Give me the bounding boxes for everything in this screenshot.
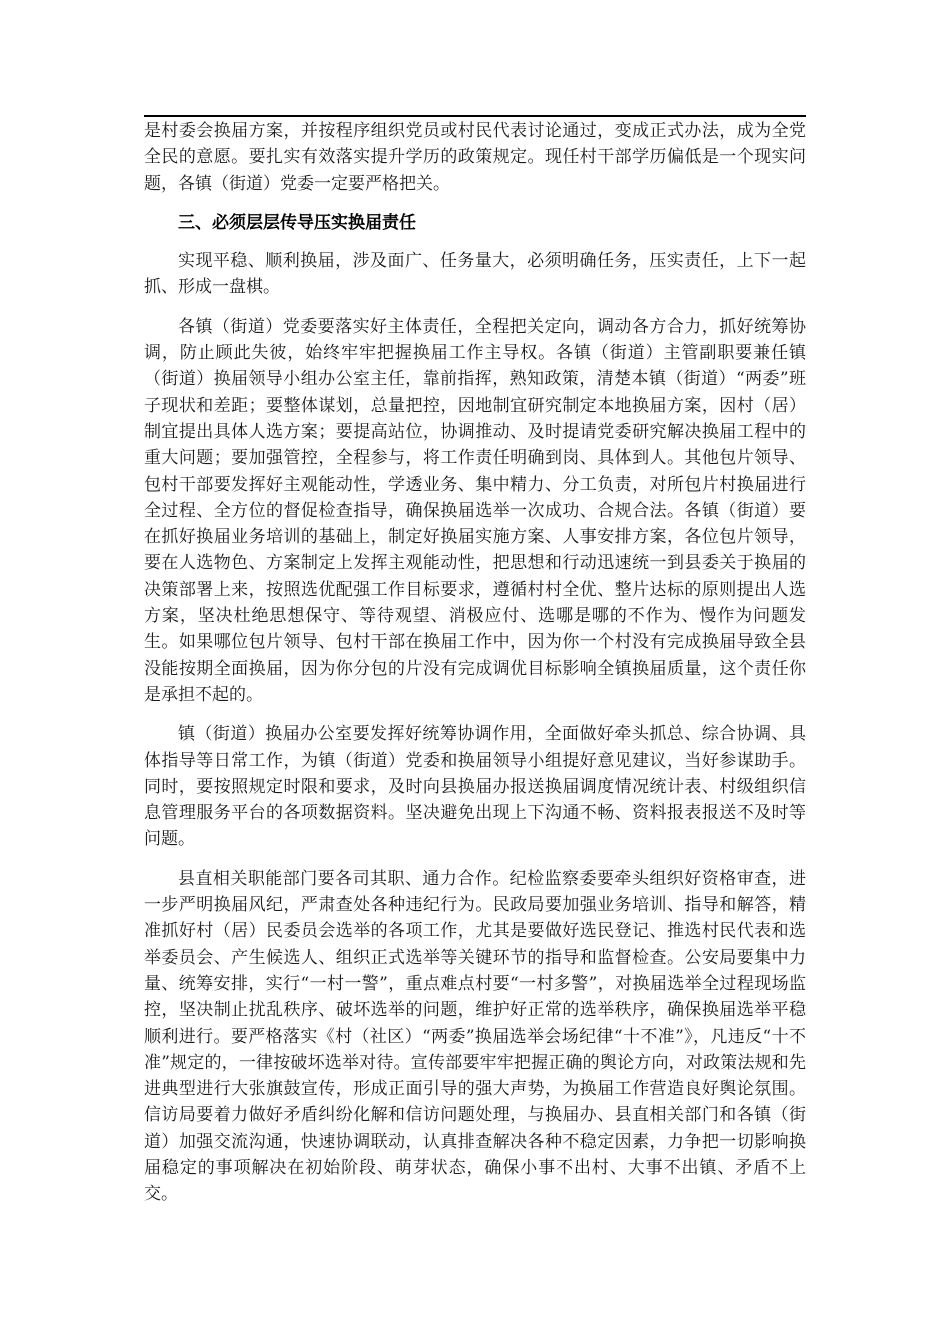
header-rule — [144, 115, 806, 117]
body-paragraph-2: 各镇（街道）党委要落实好主体责任，全程把关定向，调动各方合力，抓好统筹协调，防止顾此失彼，始终牢牢把握换届工作主导权。各镇（街道）主管副职要兼任镇（街道）换届领导小组办公室主任，靠前指挥，熟知政策，清楚本镇（街道）“两委”班子现状和差距；要整体谋划，总量把控，因地制宜研究制定本地换届方案，因村（居）制宜提出具体人选方案；要提高站位，协调推动、及时提请党委研究解决换届工程中的重大问题；要加强管控，全程参与，将工作责任明确到岗、具体到人。其他包片领导、包村干部要发挥好主观能动性，学透业务、集中精力、分工负责，对所包片村换届进行全过程、全方位的督促检查指导，确保换届选举一次成功、合规合法。各镇（街道）要在抓好换届业务培训的基础上，制定好换届实施方案、人事安排方案，各位包片领导，要在人选物色、方案制定上发挥主观能动性，把思想和行动迅速统一到县委关于换届的决策部署上来，按照选优配强工作目标要求，遵循村村全优、整片达标的原则提出人选方案，坚决杜绝思想保守、等待观望、消极应付、选哪是哪的不作为、慢作为问题发生。如果哪位包片领导、包村干部在换届工作中，因为你一个村没有完成换届导致全县没能按期全面换届，因为你分包的片没有完成调优目标影响全镇换届质量，这个责任你是承担不起的。 — [144, 316, 806, 705]
body-paragraph-4: 县直相关职能部门要各司其职、通力合作。纪检监察委要牵头组织好资格审查，进一步严明换届风纪，严肃查处各种违纪行为。民政局要加强业务培训、指导和解答，精准抓好村（居）民委员会选举的各项工作，尤其是要做好选民登记、推选村民代表和选举委员会、产生候选人、组织正式选举等关键环节的指导和监督检查。公安局要集中力量、统筹安排，实行“一村一警”，重点难点村要“一村多警”，对换届选举全过程现场监控，坚决制止扰乱秩序、破坏选举的问题，维护好正常的选举秩序，确保换届选举平稳顺利进行。要严格落实《村（社区）“两委”换届选举会场纪律“十不准”》，凡违反“十不准”规定的，一律按破坏选举对待。宣传部要牢牢把握正确的舆论方向，对政策法规和先进典型进行大张旗鼓宣传，形成正面引导的强大声势，为换届工作营造良好舆论氛围。信访局要着力做好矛盾纠纷化解和信访问题处理，与换届办、县直相关部门和各镇（街道）加强交流沟通，快速协调联动，认真排查解决各种不稳定因素，力争把一切影响换届稳定的事项解决在初始阶段、萌芽状态，确保小事不出村、大事不出镇、矛盾不上交。 — [144, 868, 806, 1205]
continuation-paragraph: 是村委会换届方案，并按程序组织党员或村民代表讨论通过，变成正式办法，成为全党全民的意愿。要扎实有效落实提升学历的政策规定。现任村干部学历偏低是一个现实问题，各镇（街道）党委一定要严格把关。 — [144, 121, 806, 194]
section-heading: 三、必须层层传导压实换届责任 — [178, 212, 416, 233]
body-paragraph-3: 镇（街道）换届办公室要发挥好统筹协调作用，全面做好牵头抓总、综合协调、具体指导等日常工作，为镇（街道）党委和换届领导小组提好意见建议，当好参谋助手。同时，要按照规定时限和要求，及时向县换届办报送换届调度情况统计表、村级组织信息管理服务平台的各项数据资料。坚决避免出现上下沟通不畅、资料报表报送不及时等问题。 — [144, 724, 806, 850]
document-body — [144, 118, 806, 1221]
body-paragraph-1: 实现平稳、顺利换届，涉及面广、任务量大，必须明确任务，压实责任，上下一起抓、形成一盘棋。 — [144, 251, 806, 298]
